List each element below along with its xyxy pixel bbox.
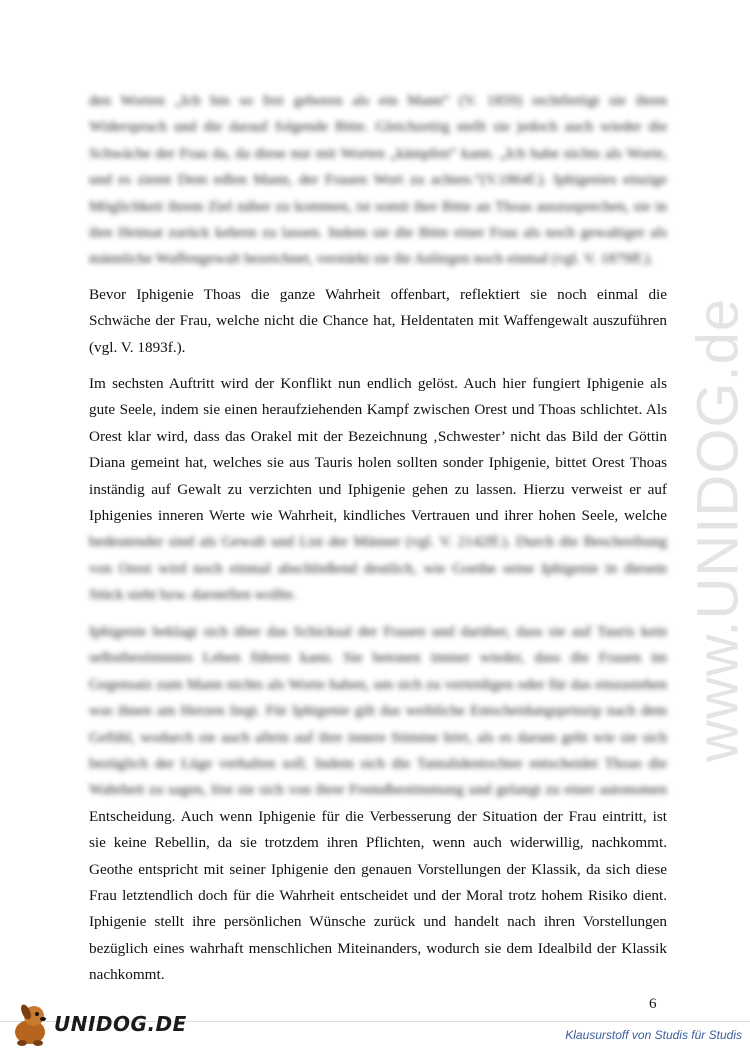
text-line: ihre Heimat zurück kehren zu lassen. Indem sie die Bitte einer Frau als noch gewaltiger als [89,223,667,241]
paragraph-1 [89,88,667,273]
unidog-logo[interactable] [4,996,187,1054]
text-line: selbstbestimmtes Leben führen kann. Sie betonen immer wieder, dass die Frauen im [89,649,667,667]
text-line: nachkommt. [89,966,165,984]
text-line: Iphigenies inneren Werte wie Wahrheit, kindliches Vertrauen und ihrer hohen Seele, welche [89,506,667,524]
text-line: inständig auf Gewalt zu verzichten und Iphigenie gehen zu lassen. Hierzu verweist er auf [89,480,667,498]
text-line: Widerspruch und die darauf folgende Bitte. Gleichzeitig stellt sie jedoch auch wieder die [89,118,667,136]
text-line: Entscheidung. Auch wenn Iphigenie für die Verbesserung der Situation der Frau eintritt, ist [89,807,667,825]
text-line: Bevor Iphigenie Thoas die ganze Wahrheit offenbart, reflektiert sie noch einmal die [89,286,667,303]
text-line: gute Seele, indem sie einen heraufziehenden Kampf zwischen Orest und Thoas schlichtet. Als [89,401,667,419]
watermark-text: www.UNIDOG.de [685,297,750,763]
text-line: von Orest wird noch einmal abschließend deutlich, wie Goethe seine Iphigenie in diesem [89,559,667,577]
text-line: bezüglich der Lüge verhalten soll. Indem sich die Tantalidentochter entscheidet Thoas die [89,754,667,772]
text-line: Iphigenie beklagt sich über das Schicksal der Frauen und darüber, dass sie auf Tauris kein [89,623,667,640]
dog-icon [4,998,56,1050]
paragraph-2 [89,282,667,361]
text-line: Möglichkeit ihrem Ziel näher zu kommen, ist somit ihre Bitte an Thoas auszusprechen, sie in [89,197,667,215]
logo-text: UNIDOG.DE [54,1012,187,1036]
text-line: Iphigenie stellt ihre persönlichen Wünsche zurück und handelt nach ihren Vorstellungen [89,913,667,931]
text-line: und es ziemt Dem edlen Mann, der Frauen Wort zu achten.“(V.1864f.). Iphigenies einzige [89,171,667,189]
page-number: 6 [649,996,657,1012]
text-line: Im sechsten Auftritt wird der Konflikt nun endlich gelöst. Auch hier fungiert Iphigenie als [89,375,667,392]
text-line: Geothe entspricht mit seiner Iphigenie den genauen Vorstellungen der Klassik, da sich diese [89,860,667,878]
text-line: Stück sieht bzw. darstellen wollte. [89,586,297,604]
text-line: Wahrheit zu sagen, löst sie sich von ihrer Fremdbestimmung und gelangt zu einer autonomen [89,781,667,799]
paragraph-4 [89,619,667,988]
text-line: Diana gemeint hat, welches sie aus Tauris holen sollten sonder Iphigenie, bittet Orest Thoas [89,454,667,472]
footer-slogan: Klausurstoff von Studis für Studis [565,1028,742,1042]
text-line: Orest klar wird, dass das Orakel mit der Bezeichnung ‚Schwester’ nicht das Bild der Göttin [89,427,667,445]
text-line: (vgl. V. 1893f.). [89,338,186,356]
text-line: was ihnen am Herzen liegt. Für Iphigenie gilt das weibliche Entscheidungsprinzip nach dem [89,702,667,720]
text-line: den Worten „Ich bin so frei geboren als ein Mann“ (V. 1859) rechtfertigt sie ihren [89,92,667,109]
text-line: bezüglich eines wahrhaft menschlichen Miteinanders, wodurch sie dem Idealbild der Klassik [89,939,667,957]
text-line: Frau letztendlich doch für die Wahrheit entscheidet und der Moral trotz hohem Risiko dient. [89,886,667,904]
text-line: Gegensatz zum Mann nichts als Worte haben, um sich zu verteidigen oder für das einzustehen [89,675,667,693]
text-line: sie keine Rebellin, da sie trotzdem ihren Pflichten, wenn auch widerwillig, nachkommt. [89,834,667,852]
text-line: männliche Waffengewalt bezeichnet, verstärkt sie ihr Anliegen noch einmal (vgl. V. 1879ff.). [89,250,654,268]
text-line: bedeutender sind als Gewalt und List der Männer (vgl. V. 2142ff.). Durch die Beschreibung [89,533,667,551]
text-line: Schwäche der Frau, welche nicht die Chance hat, Heldentaten mit Waffengewalt auszuführen [89,312,667,330]
text-line: Schwäche der Frau da, da diese nur mit Worten „kämpfen“ kann. „Ich habe nichts als Worte, [89,144,667,162]
text-line: Gefühl, wodurch sie auch allein auf ihre innere Stimme hört, als es darum geht wie sie sich [89,728,667,746]
paragraph-3 [89,371,667,609]
